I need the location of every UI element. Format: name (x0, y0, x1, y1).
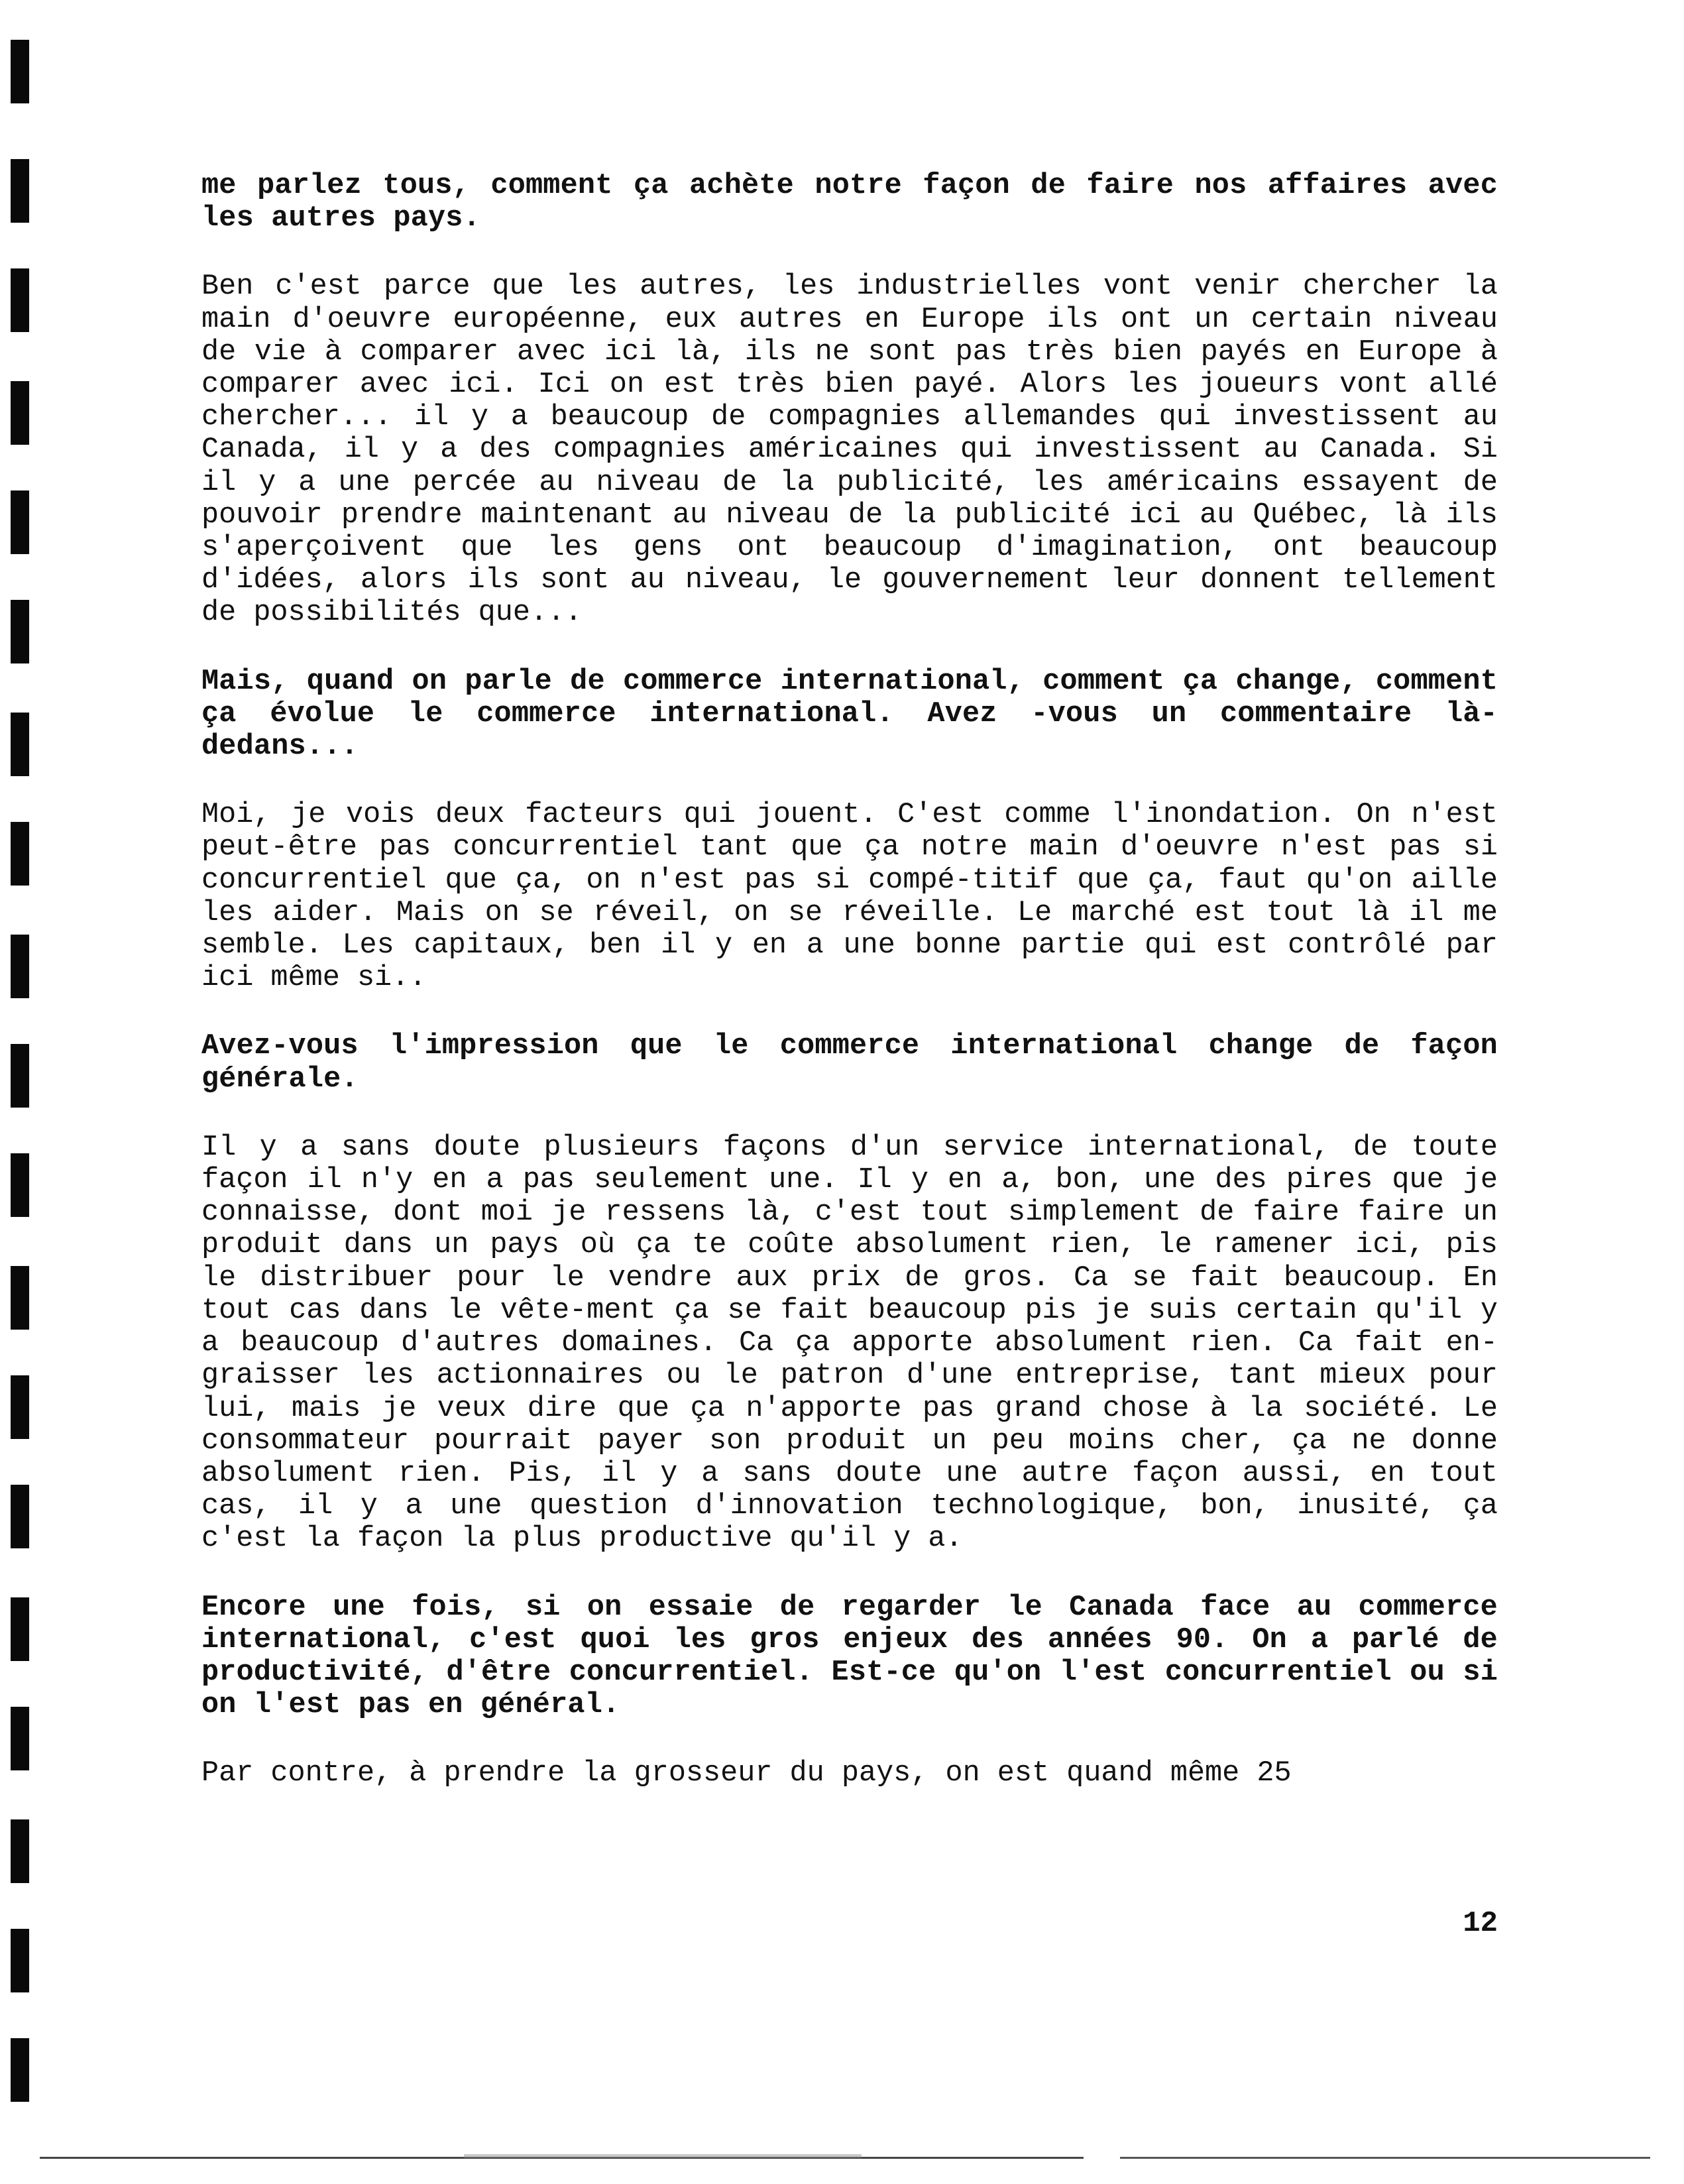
respondent-answer: Moi, je vois deux facteurs qui jouent. C'est comme l'inondation. On n'est peut-être pas concurrentiel tant que ça notre main d'oeuvre n'est pas si concurrentiel que ça, on n'est pas si compé-titif que ça, faut qu'on aille les aider. Mais on se réveil, on se réveille. Le marché est tout là il me semble. Les capitaux, ben il y en a une bonne partie qui est contrôlé par ici même si.. (201, 799, 1498, 995)
binding-mark (11, 381, 29, 445)
binding-mark (11, 1707, 29, 1770)
interviewer-question: Encore une fois, si on essaie de regarder le Canada face au commerce international, c'est quoi les gros enjeux des années 90. On a parlé de productivité, d'être concurrentiel. Est-ce qu'on l'est concurrentiel ou si on l'est pas en général. (201, 1591, 1498, 1722)
transcript-body (201, 170, 1498, 1790)
binding-marks (11, 0, 30, 2184)
binding-mark (11, 713, 29, 776)
binding-mark (11, 1485, 29, 1548)
binding-mark (11, 40, 29, 103)
binding-mark (11, 159, 29, 223)
binding-mark (11, 2038, 29, 2102)
interviewer-question: Avez-vous l'impression que le commerce international change de façon générale. (201, 1030, 1498, 1096)
binding-mark (11, 1266, 29, 1330)
binding-mark (11, 1819, 29, 1883)
binding-mark (11, 600, 29, 663)
binding-mark (11, 1929, 29, 1992)
scan-smudge (464, 2154, 862, 2158)
binding-mark (11, 268, 29, 332)
page-number: 12 (1463, 1907, 1498, 1940)
scan-edge-line (1120, 2157, 1650, 2159)
binding-mark (11, 1597, 29, 1661)
respondent-answer: Il y a sans doute plusieurs façons d'un service international, de toute façon il n'y en a pas seulement une. Il y en a, bon, une des pires que je connaisse, dont moi je ressens là, c'est tout simplement de faire faire un produit dans un pays où ça te coûte absolument rien, le ramener ici, pis le distribuer pour le vendre aux prix de gros. Ca se fait beaucoup. En tout cas dans le vête-ment ça se fait beaucoup pis je suis certain qu'il y a beaucoup d'autres domaines. Ca ça apporte absolument rien. Ca fait en-graisser les actionnaires ou le patron d'une entreprise, tant mieux pour lui, mais je veux dire que ça n'apporte pas grand chose à la société. Le consommateur pourrait payer son produit un peu moins cher, ça ne donne absolument rien. Pis, il y a sans doute une autre façon aussi, en tout cas, il y a une question d'innovation technologique, bon, inusité, ça c'est la façon la plus productive qu'il y a. (201, 1131, 1498, 1556)
binding-mark (11, 1044, 29, 1108)
interviewer-question: Mais, quand on parle de commerce international, comment ça change, comment ça évolue le commerce international. Avez -vous un commentaire là-dedans... (201, 665, 1498, 764)
respondent-answer: Ben c'est parce que les autres, les industrielles vont venir chercher la main d'oeuvre européenne, eux autres en Europe ils ont un certain niveau de vie à comparer avec ici là, ils ne sont pas très bien payés en Europe à comparer avec ici. Ici on est très bien payé. Alors les joueurs vont allé chercher... il y a beaucoup de compagnies allemandes qui investissent au Canada, il y a des compagnies américaines qui investissent au Canada. Si il y a une percée au niveau de la publicité, les américains essayent de pouvoir prendre maintenant au niveau de la publicité ici au Québec, là ils s'aperçoivent que les gens ont beaucoup d'imagination, ont beaucoup d'idées, alors ils sont au niveau, le gouvernement leur donnent tellement de possibilités que... (201, 270, 1498, 630)
binding-mark (11, 490, 29, 554)
binding-mark (11, 1375, 29, 1439)
binding-mark (11, 822, 29, 886)
respondent-answer: Par contre, à prendre la grosseur du pays, on est quand même 25 (201, 1757, 1292, 1790)
binding-mark (11, 935, 29, 998)
binding-mark (11, 1153, 29, 1217)
interviewer-question: me parlez tous, comment ça achète notre façon de faire nos affaires avec les autres pays. (201, 170, 1498, 235)
